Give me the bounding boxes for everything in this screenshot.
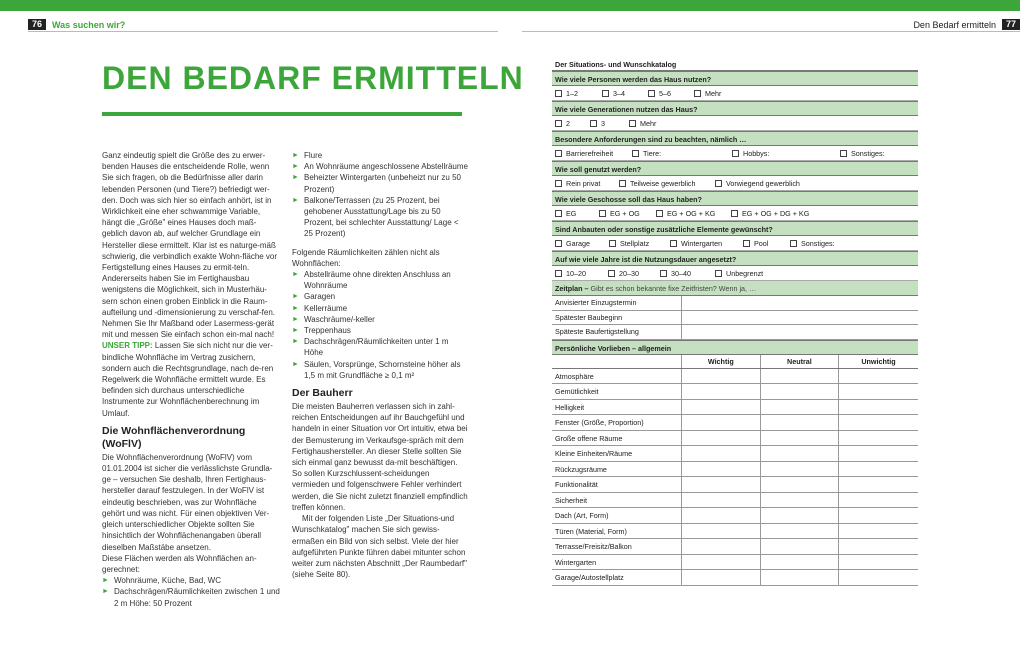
column-header: Wichtig <box>682 355 761 368</box>
checkbox-icon[interactable] <box>732 150 739 157</box>
arrow-icon: ► <box>102 577 109 585</box>
rating-cell[interactable] <box>682 462 761 477</box>
question-extensions: Sind Anbauten oder sonstige zusätzliche Elemente gewünscht? <box>552 221 918 236</box>
checkbox-option[interactable]: Barrierefreiheit <box>555 149 613 158</box>
table-row <box>552 400 918 416</box>
rating-cell[interactable] <box>682 384 761 399</box>
rating-cell[interactable] <box>761 369 840 384</box>
checkbox-option[interactable]: EG + OG <box>599 209 640 218</box>
list-item: ► Waschräume/-keller <box>292 314 375 324</box>
rating-cell[interactable] <box>839 446 918 461</box>
checkbox-option[interactable]: Stellplatz <box>609 239 649 248</box>
rating-cell[interactable] <box>682 493 761 508</box>
text-column-2 <box>292 150 468 580</box>
rating-cell[interactable] <box>761 570 840 585</box>
checkbox-option[interactable]: Sonstiges: <box>840 149 885 158</box>
right-header-rule <box>522 31 1020 32</box>
rating-cell[interactable] <box>839 493 918 508</box>
rating-cell[interactable] <box>682 446 761 461</box>
preference-label: Garage/Autostellplatz <box>552 570 682 585</box>
table-row: Späteste Baufertigstellung <box>552 325 918 340</box>
preference-label: Wintergarten <box>552 555 682 570</box>
rating-cell[interactable] <box>682 570 761 585</box>
checkbox-option[interactable]: Sonstiges: <box>790 239 835 248</box>
bauherr-paragraph: Die meisten Bauherren verlassen sich in zahl-reichen Entscheidungen auf ihr Bauchgefühl und handeln in einer Situation vor Ort intuitiv, etwa bei der Bemusterung im Verkaufsge-spräch mit dem Fertighaushersteller. An dieser Stelle sollten Sie sich einmal ganz bewusst da-mit beschäftigen. So sollen Kurzschlussent-scheidungen vermieden und folgenschwere Fehler verhindert werden, die Sie nicht zuletzt finanziell empfindlich treffen können. <box>292 402 468 512</box>
options-row <box>552 206 918 221</box>
question-duration: Auf wie viele Jahre ist die Nutzungsdauer angesetzt? <box>552 251 918 266</box>
rating-cell[interactable] <box>839 431 918 446</box>
question-persons: Wie viele Personen werden das Haus nutzen? <box>552 71 918 86</box>
options-row <box>552 266 918 281</box>
left-page-number: 76 <box>28 19 46 30</box>
rating-cell[interactable] <box>682 477 761 492</box>
checkbox-icon[interactable] <box>660 270 667 277</box>
preference-label: Funktionalität <box>552 477 682 492</box>
rating-cell[interactable] <box>839 508 918 523</box>
title-underline <box>102 112 462 116</box>
checkbox-option[interactable]: Wintergarten <box>670 239 722 248</box>
question-usage: Wie soll genutzt werden? <box>552 161 918 176</box>
arrow-icon: ► <box>292 315 299 323</box>
page-title: DEN BEDARF ERMITTELN <box>102 60 524 96</box>
table-row <box>552 477 918 493</box>
arrow-icon: ► <box>292 327 299 335</box>
checkbox-icon[interactable] <box>694 90 701 97</box>
rating-cell[interactable] <box>839 415 918 430</box>
rating-cell[interactable] <box>839 400 918 415</box>
rating-cell[interactable] <box>839 384 918 399</box>
rating-cell[interactable] <box>761 384 840 399</box>
checkbox-icon[interactable] <box>555 210 562 217</box>
list-item: ► Dachschrägen/Räumlichkeiten zwischen 1 und 2 m Höhe: 50 Prozent <box>102 587 280 608</box>
checkbox-icon[interactable] <box>608 270 615 277</box>
checkbox-option[interactable]: 10–20 <box>555 269 586 278</box>
left-header-rule <box>28 31 498 32</box>
checkbox-icon[interactable] <box>670 240 677 247</box>
checkbox-icon[interactable] <box>555 90 562 97</box>
checkbox-option[interactable]: Teilweise gewerblich <box>619 179 696 188</box>
preference-label: Dach (Art, Form) <box>552 508 682 523</box>
text-column-1 <box>102 150 280 609</box>
list-item: ► Flure <box>292 151 323 160</box>
list-item: ► Balkone/Terrassen (zu 25 Prozent, bei gehobener Ausstattung/Lage bis zu 50 Prozent, bei schlechter Ausstattung/ Lage < 25 Prozent) <box>292 195 459 239</box>
checkbox-option[interactable]: 3–4 <box>602 89 625 98</box>
checkbox-icon[interactable] <box>602 90 609 97</box>
tip-text: Lassen Sie sich nicht nur die ver-bindliche Wohnfläche im Vertrag zusichern, sondern auch die Rechtsgrundlage, nach de-ren Regelwerk die Wohnfläche ermittelt wurde. Es befinden sich durchaus unterschiedliche Instrumente zur Wohnflächenberechnung im Umlauf. <box>102 341 274 418</box>
rating-cell[interactable] <box>839 462 918 477</box>
options-row <box>552 86 918 101</box>
checkbox-icon[interactable] <box>619 180 626 187</box>
checkbox-option[interactable]: 5–6 <box>648 89 671 98</box>
checkbox-option[interactable]: 20–30 <box>608 269 639 278</box>
table-row <box>552 415 918 431</box>
checkbox-icon[interactable] <box>609 240 616 247</box>
rating-cell[interactable] <box>682 508 761 523</box>
bauherr-paragraph-2: Mit der folgenden Liste „Der Situations-und Wunschkatalog" machen Sie sich gewiss-ermaßen ein Bild von sich selbst. Viele der hier aufgeführten Punkte führen dabei mitunter schon weiter zum nächsten Abschnitt „Der Raumbedarf" (siehe Seite 80). <box>292 514 467 580</box>
options-row <box>552 236 918 251</box>
table-row <box>552 508 918 524</box>
date-field[interactable] <box>682 311 918 325</box>
non-living-paragraph: Folgende Räumlichkeiten zählen nicht als Wohnflächen: <box>292 247 440 268</box>
checkbox-icon[interactable] <box>715 270 722 277</box>
rating-cell[interactable] <box>682 539 761 554</box>
column-header: Unwichtig <box>861 356 896 366</box>
checkbox-option[interactable]: 1–2 <box>555 89 578 98</box>
table-row <box>552 555 918 571</box>
table-row <box>552 462 918 478</box>
preference-label: Rückzugsräume <box>552 462 682 477</box>
rating-cell[interactable] <box>839 555 918 570</box>
checkbox-option[interactable]: 3 <box>590 119 605 128</box>
table-row <box>552 524 918 540</box>
list-item: ► Treppenhaus <box>292 326 351 336</box>
rating-cell[interactable] <box>839 369 918 384</box>
checkbox-option[interactable]: Mehr <box>629 119 656 128</box>
rating-cell[interactable] <box>761 462 840 477</box>
preference-label: Helligkeit <box>552 400 682 415</box>
date-field[interactable] <box>682 296 918 310</box>
catalog-title: Der Situations- und Wunschkatalog <box>552 59 918 71</box>
preference-label: Türen (Material, Form) <box>552 524 682 539</box>
checkbox-icon[interactable] <box>629 120 636 127</box>
arrow-icon: ► <box>292 360 299 368</box>
preference-label: Große offene Räume <box>552 431 682 446</box>
checkbox-icon[interactable] <box>555 180 562 187</box>
checkbox-option[interactable]: Vorwiegend gewerblich <box>715 179 800 188</box>
table-row <box>552 539 918 555</box>
checkbox-icon[interactable] <box>648 90 655 97</box>
rating-cell[interactable] <box>682 400 761 415</box>
list-item: ► An Wohnräume angeschlossene Abstellräume <box>292 162 468 172</box>
list-item: ► Beheizter Wintergarten (unbeheizt nur zu 50 Prozent) <box>292 173 461 194</box>
preference-label: Gemütlichkeit <box>552 384 682 399</box>
section-name: Was suchen wir? <box>52 19 126 30</box>
preferences-header: Persönliche Vorlieben – allgemein <box>552 340 918 355</box>
checkbox-icon[interactable] <box>743 240 750 247</box>
table-row <box>552 570 918 586</box>
rating-cell[interactable] <box>682 369 761 384</box>
arrow-icon: ► <box>102 588 109 596</box>
checkbox-option[interactable]: Hobbys: <box>732 149 769 158</box>
intro-paragraph: Ganz eindeutig spielt die Größe des zu erwer-benden Hauses die entscheidende Rolle, wenn Sie sich fragen, ob die Bedürfnisse aller darin lebenden Personen (und Tiere?) befriedigt wer-den. Doch was sich hier so einfach anhört, ist in Wirklichkeit eine eher schwammige Variable, hängt die „Größe" eines Hauses doch maß-geblich davon ab, auf welcher Grundlage ein Hersteller diese ermittelt. Klar ist es naturge-mäß schwierig, die verbindlich exakte Wohn-fläche vor Fertigstellung eines Hauses zu ermit-teln. Andererseits haben Sie im Fertighausbau wenigstens die Möglichkeit, sich in Musterhäu-sern schon einen groben Einblick in die Raum-aufteilung und -dimensionierung zu verschaf-fen. Nehmen Sie Ihr Maßband oder Lasermess-gerät mit und messen Sie einfach schon ein-mal nach! <box>102 151 278 340</box>
situation-catalog-form <box>552 59 918 586</box>
checkbox-option[interactable]: Rein privat <box>555 179 600 188</box>
list-item: ► Garagen <box>292 292 336 302</box>
rating-cell[interactable] <box>839 570 918 585</box>
table-row <box>552 369 918 385</box>
checkbox-option[interactable]: EG + OG + KG <box>656 209 715 218</box>
preference-label: Terrasse/Freisitz/Balkon <box>552 539 682 554</box>
checkbox-option[interactable]: Tiere: <box>632 149 661 158</box>
arrow-icon: ► <box>292 174 299 182</box>
arrow-icon: ► <box>292 293 299 301</box>
options-row <box>552 146 918 161</box>
options-row <box>552 176 918 191</box>
arrow-icon: ► <box>292 163 299 171</box>
table-row: Anvisierter Einzugstermin <box>552 296 918 311</box>
rating-cell[interactable] <box>761 508 840 523</box>
list-item: ► Kellerräume <box>292 303 348 313</box>
preference-label: Atmosphäre <box>552 369 682 384</box>
checkbox-icon[interactable] <box>731 210 738 217</box>
column-header: Neutral <box>761 355 840 368</box>
section-heading-bauherr: Der Bauherr <box>292 387 353 400</box>
rating-cell[interactable] <box>682 555 761 570</box>
checkbox-icon[interactable] <box>555 240 562 247</box>
arrow-icon: ► <box>292 152 299 159</box>
tip-paragraph <box>102 340 280 418</box>
checkbox-icon[interactable] <box>555 270 562 277</box>
tip-label: UNSER TIPP: <box>102 341 153 351</box>
preference-label: Fenster (Größe, Proportion) <box>552 415 682 430</box>
checkbox-option[interactable]: Pool <box>743 239 768 248</box>
rating-cell[interactable] <box>839 477 918 492</box>
checkbox-option[interactable]: Unbegrenzt <box>715 269 763 278</box>
question-floors: Wie viele Geschosse soll das Haus haben? <box>552 191 918 206</box>
checkbox-icon[interactable] <box>555 120 562 127</box>
table-row <box>552 431 918 447</box>
rating-cell[interactable] <box>761 493 840 508</box>
section-heading-wofiv: Die Wohnflächenverordnung (WoFlV) <box>102 424 246 450</box>
top-green-bar <box>0 0 1020 11</box>
table-row: Spätester Baubeginn <box>552 311 918 326</box>
wofiv-paragraph-2: Diese Flächen werden als Wohnflächen an-gerechnet: <box>102 553 257 574</box>
rating-cell[interactable] <box>761 524 840 539</box>
checkbox-option[interactable]: Garage <box>555 239 590 248</box>
date-field[interactable] <box>682 325 918 339</box>
arrow-icon: ► <box>292 338 299 346</box>
table-header-row <box>552 355 918 369</box>
checkbox-option[interactable]: EG + OG + DG + KG <box>731 209 809 218</box>
arrow-icon: ► <box>292 304 299 312</box>
rating-cell[interactable] <box>761 555 840 570</box>
checkbox-icon[interactable] <box>555 150 562 157</box>
checkbox-option[interactable]: Mehr <box>694 89 721 98</box>
options-row <box>552 116 918 131</box>
running-title: Den Bedarf ermitteln <box>913 19 996 30</box>
arrow-icon: ► <box>292 196 299 204</box>
checkbox-icon[interactable] <box>656 210 663 217</box>
question-requirements: Besondere Anforderungen sind zu beachten, nämlich … <box>552 131 918 146</box>
preference-label: Kleine Einheiten/Räume <box>552 446 682 461</box>
checkbox-option[interactable]: 30–40 <box>660 269 691 278</box>
list-item: ► Säulen, Vorsprünge, Schornsteine höher als 1,5 m mit Grundfläche ≥ 0,1 m² <box>292 359 461 380</box>
list-item: ► Abstellräume ohne direkten Anschluss an Wohnräume <box>292 270 451 291</box>
checkbox-icon[interactable] <box>590 120 597 127</box>
table-row <box>552 493 918 509</box>
rating-cell[interactable] <box>761 415 840 430</box>
checkbox-option[interactable]: EG <box>555 209 576 218</box>
question-generations: Wie viele Generationen nutzen das Haus? <box>552 101 918 116</box>
table-row <box>552 446 918 462</box>
rating-cell[interactable] <box>761 400 840 415</box>
checkbox-option[interactable]: 2 <box>555 119 570 128</box>
rating-cell[interactable] <box>761 477 840 492</box>
checkbox-icon[interactable] <box>632 150 639 157</box>
rating-cell[interactable] <box>682 415 761 430</box>
zeitplan-header: Zeitplan – Gibt es schon bekannte fixe Zeitfristen? Wenn ja, … <box>552 281 918 296</box>
checkbox-icon[interactable] <box>840 150 847 157</box>
list-item: ► Wohnräume, Küche, Bad, WC <box>102 576 222 586</box>
preferences-table <box>552 355 918 586</box>
rating-cell[interactable] <box>682 524 761 539</box>
wofiv-paragraph: Die Wohnflächenverordnung (WoFlV) vom 01.01.2004 ist sicher die verlässlichste Grundla-ge – versuchen Sie deshalb, Ihren Fertighaus-hersteller darauf festzulegen. In der WoFlV ist eindeutig beschrieben, was zur Wohnfläche gehört und was nicht. Für einen objektiven Ver-gleich unterschiedlicher Objekte sollten Sie hinsichtlich der Wohnflächenangaben überall dieselben Maßstäbe ansetzen. <box>102 452 273 552</box>
rating-cell[interactable] <box>839 539 918 554</box>
rating-cell[interactable] <box>761 431 840 446</box>
right-page-header <box>913 19 1020 30</box>
arrow-icon: ► <box>292 271 299 279</box>
rating-cell[interactable] <box>761 539 840 554</box>
rating-cell[interactable] <box>682 431 761 446</box>
left-page-header <box>28 19 125 30</box>
checkbox-icon[interactable] <box>715 180 722 187</box>
checkbox-icon[interactable] <box>790 240 797 247</box>
right-page-number: 77 <box>1002 19 1020 30</box>
rating-cell[interactable] <box>839 524 918 539</box>
checkbox-icon[interactable] <box>599 210 606 217</box>
rating-cell[interactable] <box>761 446 840 461</box>
preference-label: Sicherheit <box>552 493 682 508</box>
list-item: ► Dachschrägen/Räumlichkeiten unter 1 m Höhe <box>292 337 449 358</box>
table-row <box>552 384 918 400</box>
